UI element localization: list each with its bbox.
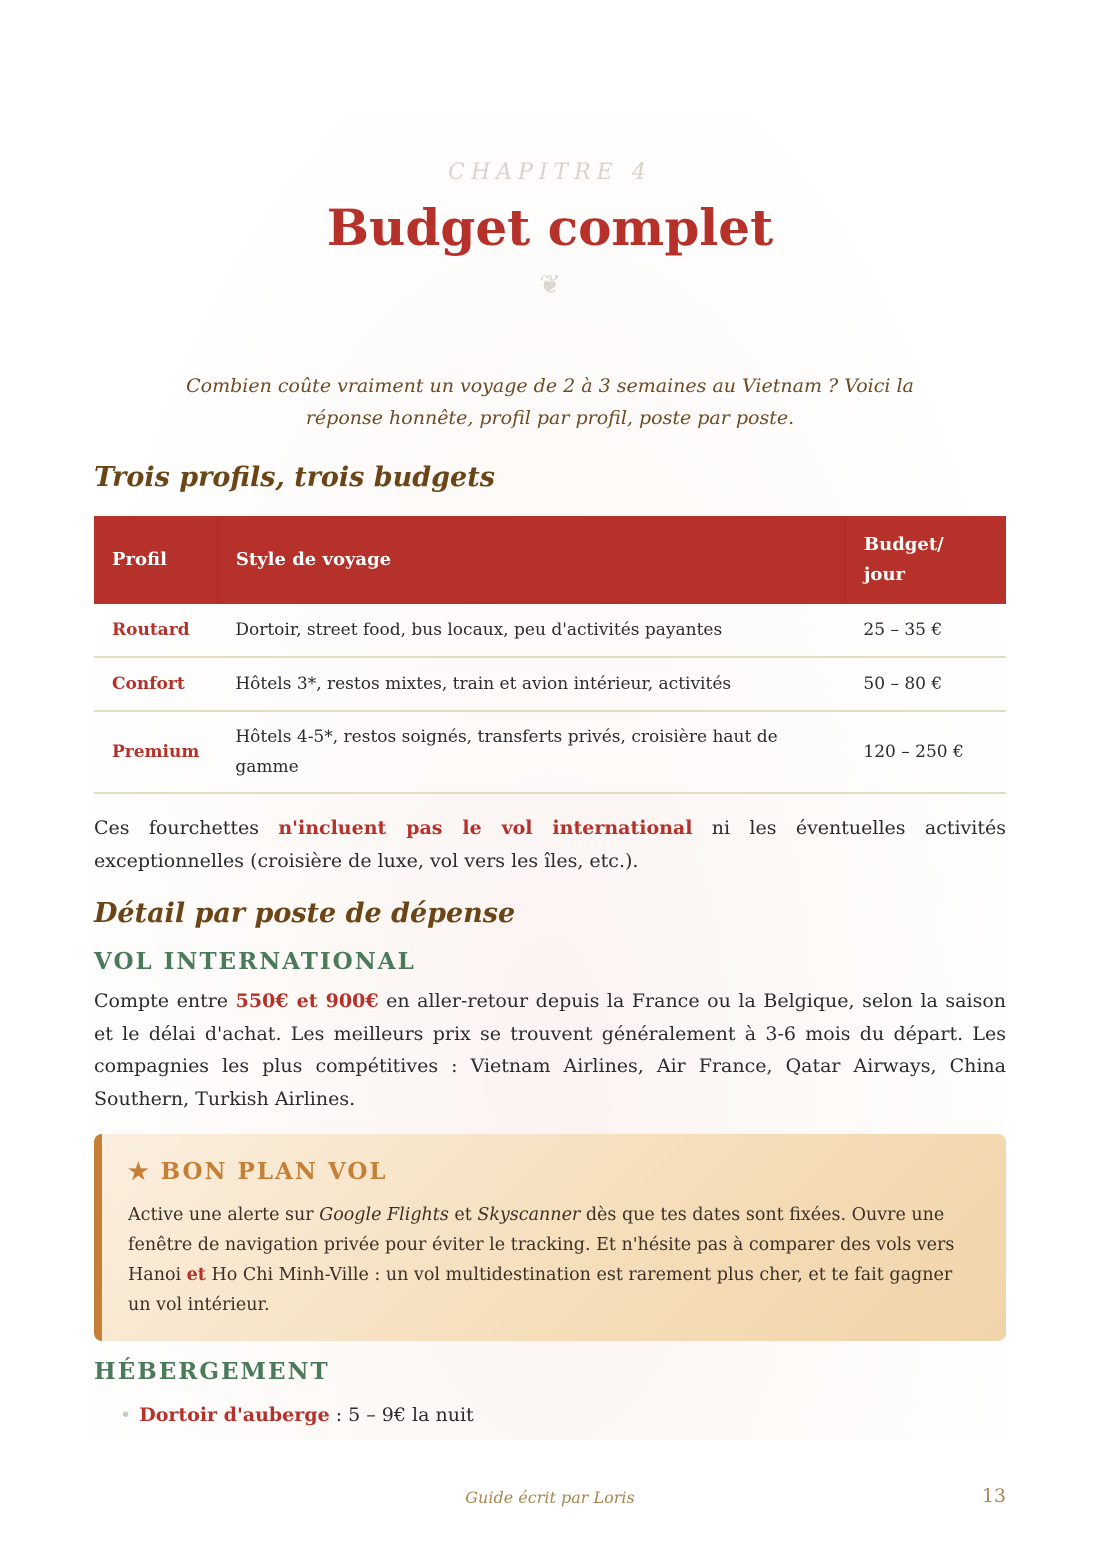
table-note <box>94 812 1006 877</box>
tip-text: dès que tes dates sont fixées. Ouvre une fenêtre de navigation privée pour éviter le tracking. Et n'hésite pas à comparer des vols vers Hanoi <box>128 1205 955 1285</box>
tip-google-flights: Google Flights <box>319 1205 449 1225</box>
table-row <box>94 604 1006 657</box>
cell-budget: 25 – 35 € <box>845 604 1006 657</box>
fleuron-icon: ❦ <box>539 270 561 300</box>
cell-style: Dortoir, street food, bus locaux, peu d'activités payantes <box>217 604 845 657</box>
vol-price-highlight: 550€ et 900€ <box>235 990 379 1012</box>
tip-skyscanner: Skyscanner <box>477 1205 581 1225</box>
footer-credit: Guide écrit par Loris <box>465 1488 635 1507</box>
tip-box <box>94 1134 1006 1341</box>
cell-profil: Confort <box>94 657 217 711</box>
tip-text: Active une alerte sur <box>128 1205 320 1225</box>
list-item-value: : 5 – 9€ la nuit <box>329 1404 474 1426</box>
intro-line-1: Combien coûte vraiment un voyage de 2 à 3 semaines au Vietnam ? Voici la <box>186 375 914 397</box>
vol-paragraph <box>94 985 1006 1115</box>
table-header-row <box>94 516 1006 604</box>
section-heading-detail: Détail par poste de dépense <box>94 898 516 929</box>
cell-style: Hôtels 4-5*, restos soignés, transferts privés, croisière haut de gamme <box>217 711 845 793</box>
tip-body <box>128 1200 978 1320</box>
section-heading-profiles: Trois profils, trois budgets <box>94 462 495 493</box>
note-text: Ces fourchettes <box>94 817 279 839</box>
hebergement-list <box>120 1400 474 1430</box>
cell-profil: Routard <box>94 604 217 657</box>
chapter-label: CHAPITRE 4 <box>448 160 652 185</box>
chapter-title: Budget complet <box>326 198 774 257</box>
header-style: Style de voyage <box>217 516 845 604</box>
header-profil: Profil <box>94 516 217 604</box>
vol-text: Compte entre <box>94 990 236 1012</box>
tip-et-highlight: et <box>186 1265 206 1285</box>
intro-line-2: réponse honnête, profil par profil, poste par poste. <box>305 407 795 429</box>
cell-budget: 50 – 80 € <box>845 657 1006 711</box>
subheading-hebergement: HÉBERGEMENT <box>94 1358 330 1385</box>
subheading-vol-international: VOL INTERNATIONAL <box>94 948 416 975</box>
table-row <box>94 711 1006 793</box>
tip-title: ★ BON PLAN VOL <box>128 1158 388 1185</box>
table-row <box>94 657 1006 711</box>
cell-budget: 120 – 250 € <box>845 711 1006 793</box>
cell-style: Hôtels 3*, restos mixtes, train et avion intérieur, activités <box>217 657 845 711</box>
tip-text: Ho Chi Minh-Ville : un vol multidestination est rarement plus cher, et te fait gagner un vol intérieur. <box>128 1265 953 1315</box>
chapter-intro <box>150 370 950 434</box>
tip-text: et <box>448 1205 478 1225</box>
list-item-label: Dortoir d'auberge <box>139 1404 330 1426</box>
header-budget: Budget/ jour <box>845 516 1006 604</box>
page-number: 13 <box>981 1485 1006 1507</box>
note-text-end: ni les éventuelles activités exceptionnelles (croisière de luxe, vol vers les îles, etc.). <box>94 817 1006 872</box>
note-highlight: n'incluent pas le vol international <box>278 817 693 839</box>
budget-table <box>94 516 1006 794</box>
list-item <box>120 1400 474 1430</box>
cell-profil: Premium <box>94 711 217 793</box>
vol-text-end: en aller-retour depuis la France ou la Belgique, selon la saison et le délai d'achat. Les meilleurs prix se trouvent généralement à 3-6 mois du départ. Les compagnies les plus compétitives : Vietnam Airlines, Air France, Qatar Airways, China Southern, Turkish Airlines. <box>94 990 1007 1110</box>
